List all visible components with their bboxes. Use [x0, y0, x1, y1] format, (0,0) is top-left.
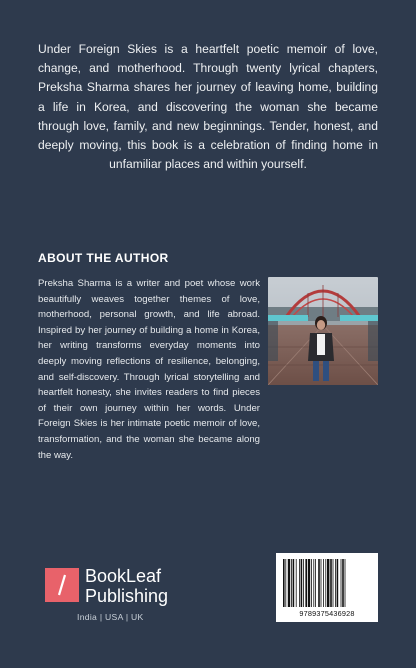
barcode-bar	[283, 559, 285, 607]
about-author-heading: ABOUT THE AUTHOR	[38, 251, 169, 265]
barcode-bar	[285, 559, 286, 607]
barcode-bar	[293, 559, 295, 607]
barcode-bar	[330, 559, 332, 607]
barcode-bar	[301, 559, 303, 607]
publisher-regions: India | USA | UK	[77, 612, 144, 622]
back-cover-blurb: Under Foreign Skies is a heartfelt poetic memoir of love, change, and motherhood. Through twenty lyrical chapters, Preksha Sharma shares her journey of leaving home, building a life in Korea, and discovering the woman she became through love, family, and new beginnings. Tender, honest, and deeply moving, this book is a celebration of finding home in unfamiliar places and within yourself.	[38, 42, 378, 172]
barcode-bar	[341, 559, 342, 607]
author-bio: Preksha Sharma is a writer and poet whose work beautifully weaves together themes of love, motherhood, personal growth, and life abroad. Inspired by her journey of building a home in Korea, her writing transforms everyday moments into deeply moving reflections of resilience, belonging, and self-discovery. Through lyrical storytelling and heartfelt honesty, she invites readers to find pieces of their own journey within her words. Under Foreign Skies is her intimate poetic memoir of love, transformation, and the woman she became along the way.	[38, 278, 260, 461]
barcode-bar	[308, 559, 310, 607]
barcode-bar	[288, 559, 290, 607]
publisher-name-line1: BookLeaf	[85, 566, 162, 586]
barcode-bar	[337, 559, 339, 607]
barcode-bar	[318, 559, 320, 607]
barcode-bars-icon	[282, 559, 372, 607]
isbn-number: 9789375436928	[299, 609, 355, 618]
author-photo	[268, 277, 378, 385]
barcode-bar	[333, 559, 334, 607]
barcode-bar	[335, 559, 336, 607]
barcode-bar	[299, 559, 300, 607]
barcode-bar	[342, 559, 344, 607]
barcode-bar	[303, 559, 304, 607]
barcode-bar	[313, 559, 314, 607]
slash-logo-icon	[45, 568, 79, 602]
barcode-bar	[325, 559, 326, 607]
barcode-bar	[311, 559, 312, 607]
isbn-barcode	[276, 553, 378, 622]
publisher-name-line2: Publishing	[85, 586, 169, 606]
barcode-bar	[291, 559, 292, 607]
barcode-bar	[321, 559, 322, 607]
barcode-bar	[327, 559, 329, 607]
barcode-bar	[315, 559, 316, 607]
barcode-bar	[296, 559, 297, 607]
barcode-bar	[345, 559, 346, 607]
barcode-bar	[305, 559, 307, 607]
barcode-bar	[323, 559, 324, 607]
